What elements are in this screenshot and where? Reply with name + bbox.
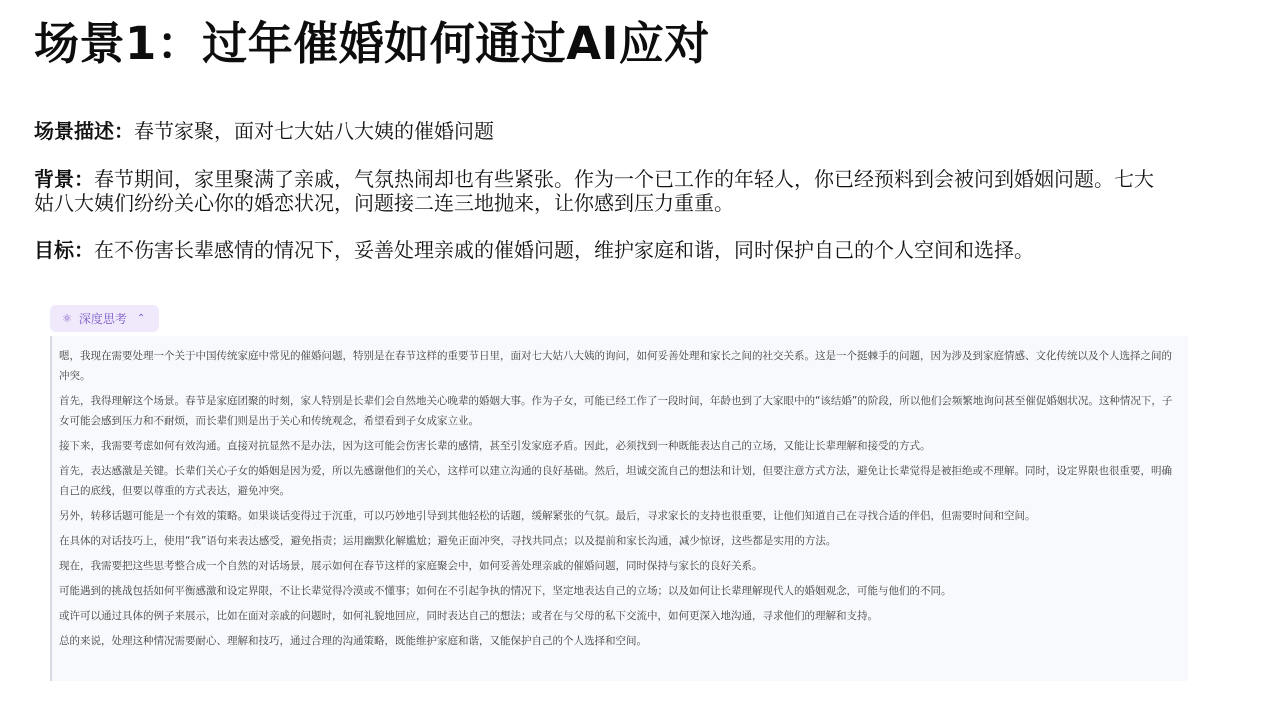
think-paragraph: 接下来，我需要考虑如何有效沟通。直接对抗显然不是办法，因为这可能会伤害长辈的感情，甚至引发家庭矛盾。因此，必须找到一种既能表达自己的立场，又能让长辈理解和接受的方式。 [59,440,931,452]
deep-think-label: 深度思考 [78,312,127,326]
deep-think-content [50,336,1188,681]
scene-description [34,119,1154,143]
goal-label: 目标： [34,238,94,262]
think-paragraph: 可能遇到的挑战包括如何平衡感激和设定界限，不让长辈觉得冷漠或不懂事；如何在不引起争执的情况下，坚定地表达自己的立场；以及如何让长辈理解现代人的婚姻观念，可能与他们的不同。 [59,585,952,597]
deep-think-toggle-button[interactable] [50,305,159,332]
think-paragraph: 另外，转移话题可能是一个有效的策略。如果谈话变得过于沉重，可以巧妙地引导到其他轻松的话题，缓解紧张的气氛。最后，寻求家长的支持也很重要，让他们知道自己在寻找合适的伴侣，但需要时间和空间。 [59,510,1036,522]
scene-text: 春节家聚，面对七大姑八大姨的催婚问题 [134,119,494,143]
goal-description [34,238,1154,262]
goal-text: 在不伤害长辈感情的情况下，妥善处理亲戚的催婚问题，维护家庭和谐，同时保护自己的个人空间和选择。 [94,238,1034,262]
think-paragraph: 嗯，我现在需要处理一个关于中国传统家庭中常见的催婚问题，特别是在春节这样的重要节日里，面对七大姑八大姨的询问，如何妥善处理和家长之间的社交关系。这是一个挺棘手的问题，因为涉及到家庭情感、文化传统以及个人选择之间的冲突。 [59,350,1172,382]
think-paragraph: 首先，我得理解这个场景。春节是家庭团聚的时刻，家人特别是长辈们会自然地关心晚辈的婚姻大事。作为子女，可能已经工作了一段时间，年龄也到了大家眼中的“该结婚”的阶段，所以他们会频繁地询问甚至催促婚姻状况。这种情况下，子女可能会感到压力和不耐烦，而长辈们则是出于关心和传统观念，希望看到子女成家立业。 [59,395,1173,427]
think-paragraph: 首先，表达感激是关键。长辈们关心子女的婚姻是因为爱，所以先感谢他们的关心，这样可以建立沟通的良好基础。然后，坦诚交流自己的想法和计划，但要注意方式方法，避免让长辈觉得是被拒绝或不理解。同时，设定界限也很重要，明确自己的底线，但要以尊重的方式表达，避免冲突。 [59,465,1172,497]
background-label: 背景： [34,167,94,191]
chevron-up-icon: ⌃ [136,313,146,324]
scene-label: 场景描述： [34,119,134,143]
think-paragraph: 总的来说，处理这种情况需要耐心、理解和技巧，通过合理的沟通策略，既能维护家庭和谐，又能保护自己的个人选择和空间。 [59,635,647,647]
think-paragraph: 或许可以通过具体的例子来展示，比如在面对亲戚的问题时，如何礼貌地回应，同时表达自己的想法；或者在与父母的私下交流中，如何更深入地沟通，寻求他们的理解和支持。 [59,610,878,622]
page-title: 场景1：过年催婚如何通过AI应对 [34,17,710,70]
think-paragraph: 现在，我需要把这些思考整合成一个自然的对话场景，展示如何在春节这样的家庭聚会中，如何妥善处理亲戚的催婚问题，同时保持与家长的良好关系。 [59,560,763,572]
atom-icon: ⚛ [62,312,72,325]
background-description [34,167,1154,215]
think-paragraph: 在具体的对话技巧上，使用“我”语句来表达感受，避免指责；运用幽默化解尴尬；避免正面冲突，寻找共同点；以及提前和家长沟通，减少惊讶，这些都是实用的方法。 [59,535,837,547]
background-text: 春节期间，家里聚满了亲戚，气氛热闹却也有些紧张。作为一个已工作的年轻人，你已经预料到会被问到婚姻问题。七大姑八大姨们纷纷关心你的婚恋状况，问题接二连三地抛来，让你感到压力重重。 [34,167,1154,215]
